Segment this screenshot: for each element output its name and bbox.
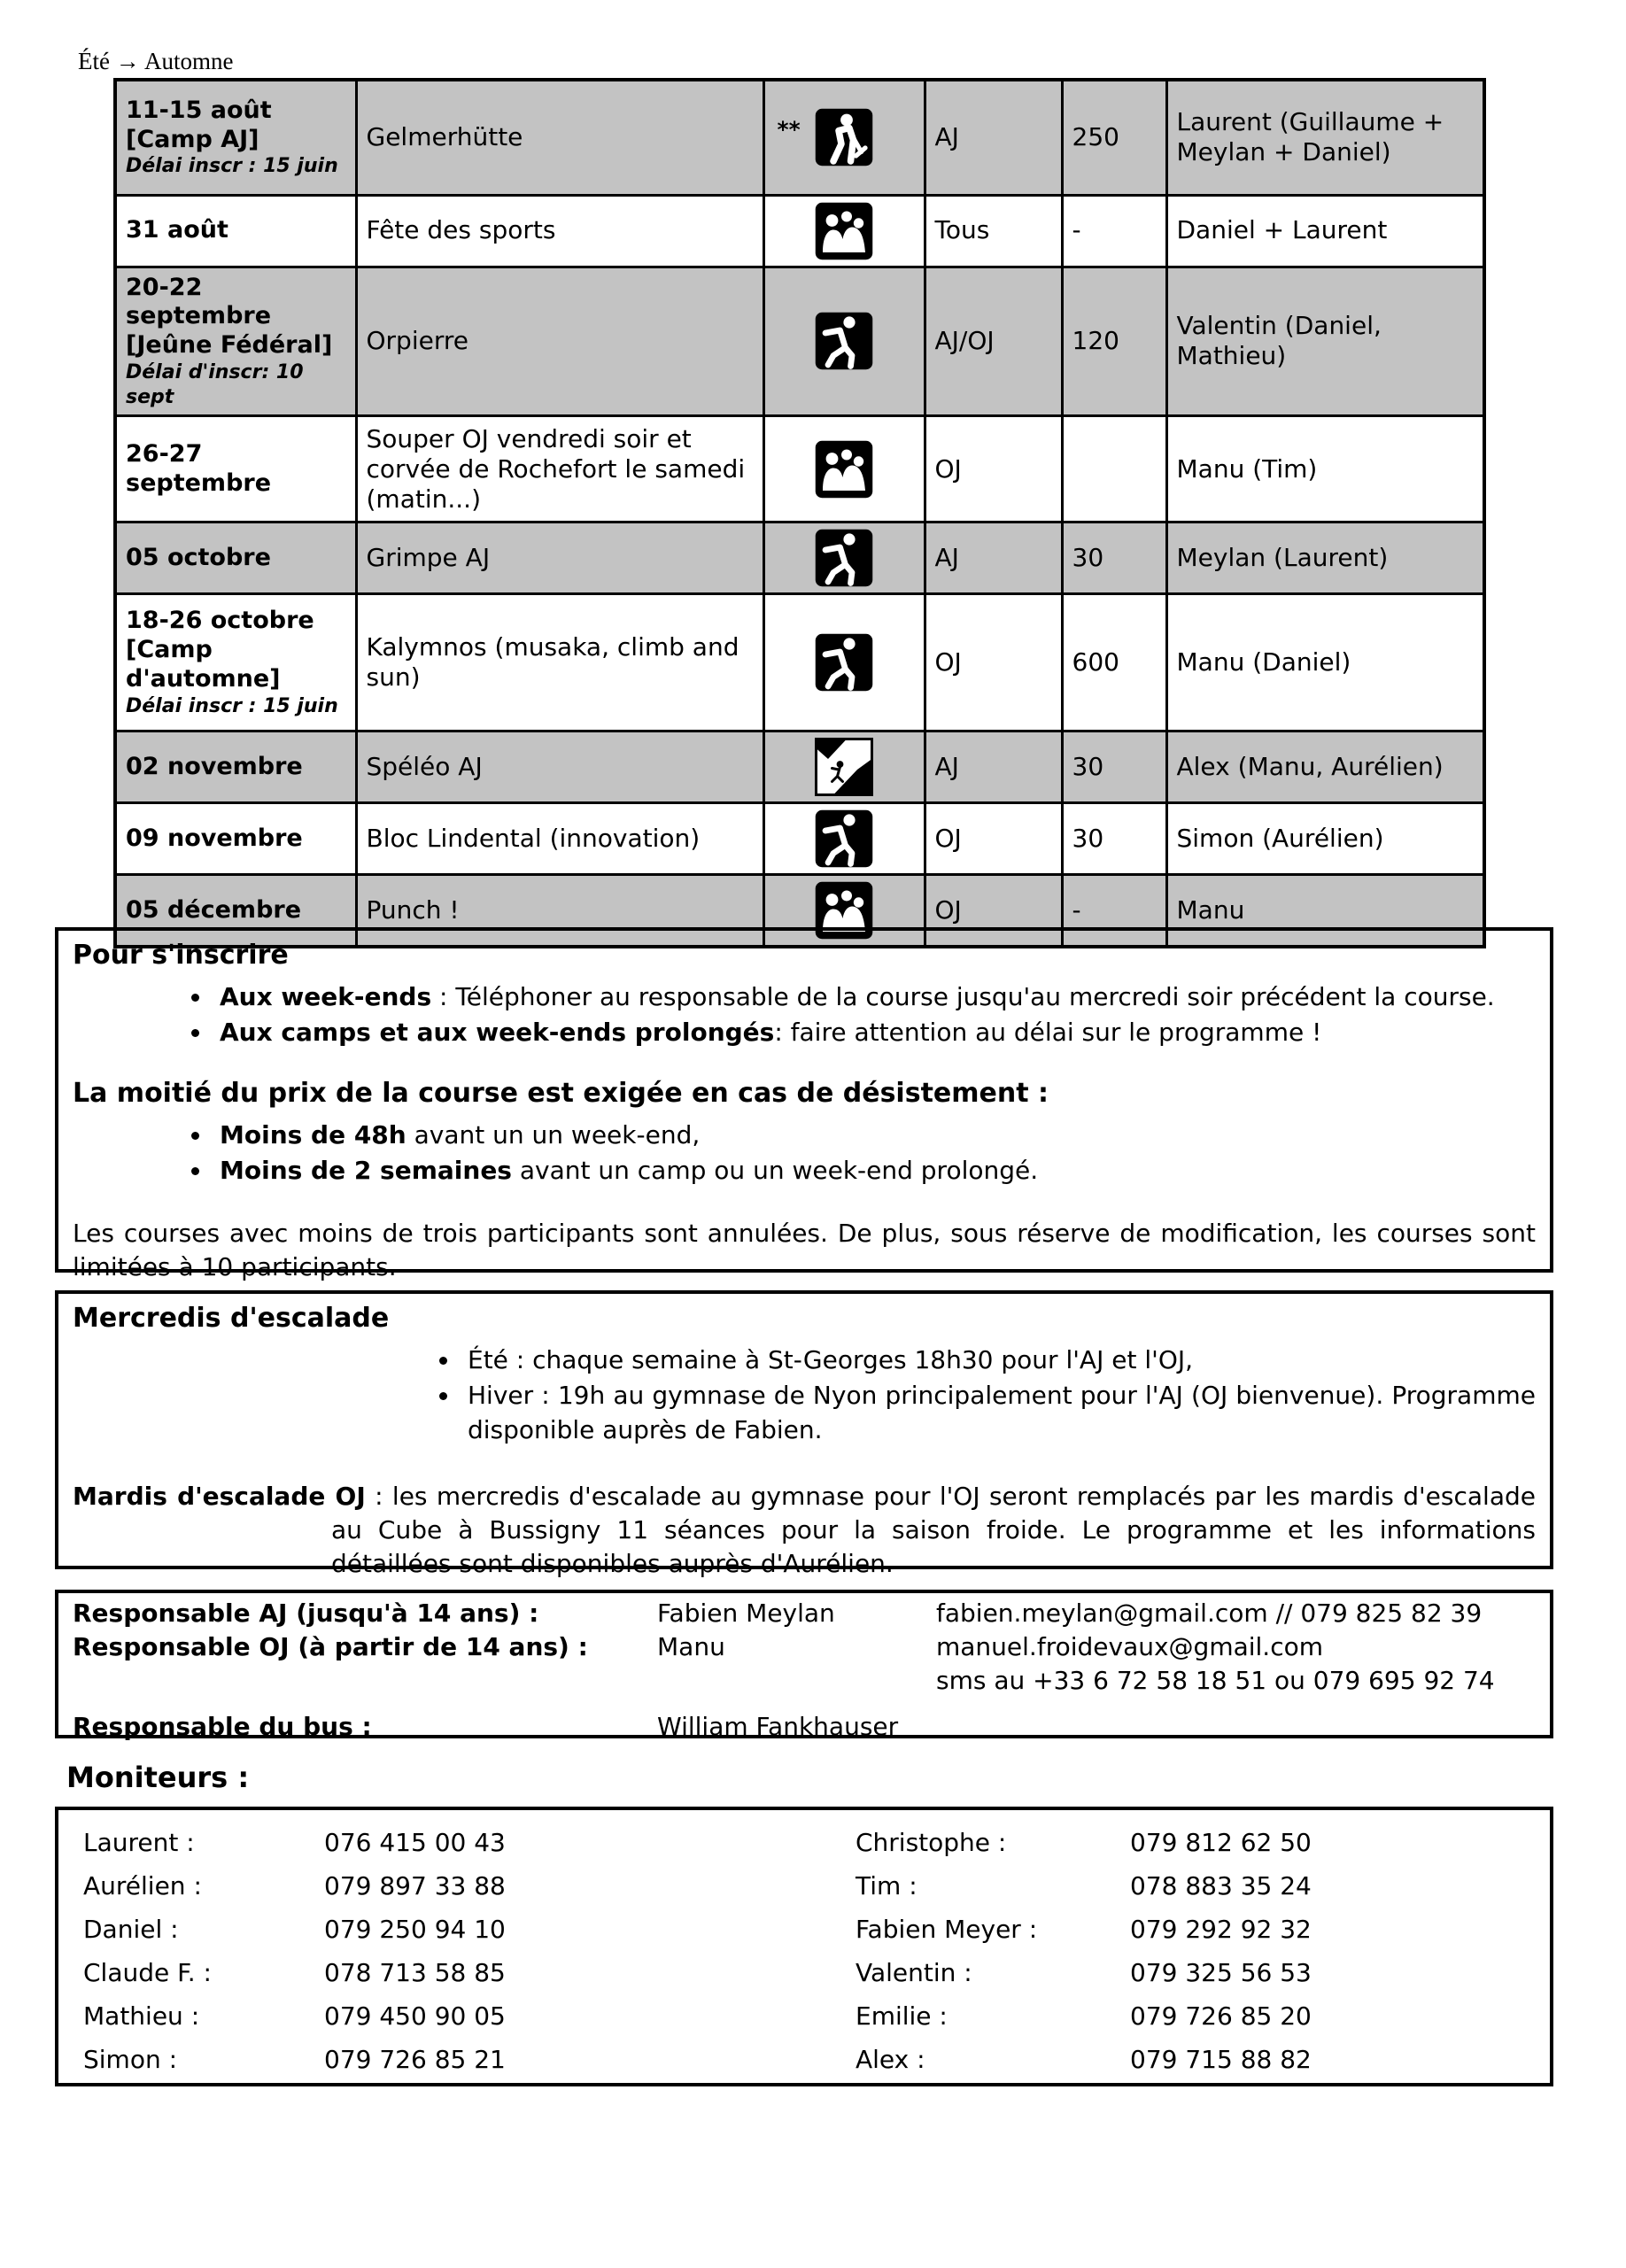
difficulty-marker: ** (777, 117, 801, 143)
activity-icon-cell (763, 522, 925, 594)
climbing-icon (815, 529, 873, 587)
contact-info: sms au +33 6 72 58 18 51 ou 079 695 92 74 (936, 1666, 1495, 1696)
course-date: 31 août (126, 216, 228, 244)
price-cell: 250 (1062, 80, 1166, 195)
bullet-rest: avant un camp ou un week-end prolongé. (511, 1155, 1039, 1185)
course-description: Gelmerhütte (356, 80, 763, 195)
cancellation-bullet-list (73, 1118, 1536, 1188)
price-cell: 120 (1062, 267, 1166, 416)
bullet-rest: : faire attention au délai sur le programme ! (774, 1017, 1322, 1047)
monitor-name: Tim : (856, 1871, 918, 1900)
audience-cell: Tous (925, 195, 1062, 267)
climbing-box (55, 1290, 1553, 1579)
course-description: Bloc Lindental (innovation) (356, 803, 763, 875)
price-cell: - (1062, 875, 1166, 948)
course-date: 09 novembre (126, 824, 303, 852)
list-item: • Été : chaque semaine à St-Georges 18h30 pour l'AJ et l'OJ, (461, 1343, 1536, 1378)
monitor-phone: 076 415 00 43 (324, 1828, 506, 1857)
course-description: Fête des sports (356, 195, 763, 267)
tuesdays-lead: Mardis d'escalade OJ (73, 1482, 366, 1512)
caving-icon (815, 738, 873, 796)
monitor-name: Laurent : (83, 1828, 195, 1857)
monitor-phone: 079 325 56 53 (1130, 1958, 1312, 1987)
course-date: 11-15 août (126, 96, 272, 124)
course-row (115, 267, 1484, 416)
leader-cell: Simon (Aurélien) (1166, 803, 1484, 875)
course-row (115, 594, 1484, 731)
list-item (213, 1015, 1536, 1050)
leader-cell: Manu (Tim) (1166, 416, 1484, 522)
monitor-name: Alex : (856, 2045, 925, 2074)
course-row (115, 195, 1484, 267)
monitors-box (55, 1807, 1553, 2086)
monitor-phone: 079 450 90 05 (324, 2001, 506, 2031)
bullet-rest: avant un un week-end, (406, 1120, 701, 1150)
contact-name: William Fankhauser (657, 1712, 899, 1742)
monitors-heading: Moniteurs : (66, 1761, 250, 1794)
season-label: Été → Automne (78, 48, 234, 74)
contact-name: Fabien Meylan (657, 1598, 835, 1628)
contact-info: fabien.meylan@gmail.com // 079 825 82 39 (936, 1598, 1483, 1628)
contacts-box (55, 1590, 1553, 1742)
activity-icon-cell (763, 803, 925, 875)
signup-box (55, 927, 1553, 1281)
tuesdays-rest: : les mercredis d'escalade au gymnase pour l'OJ seront remplacés par les mardis d'escalade au Cube à Bussigny 11 séances pour la saison froide. Le programme et les informations détaillées sont disponibles auprès d'Aurélien. (331, 1482, 1536, 1579)
monitor-name: Daniel : (83, 1915, 179, 1944)
price-cell: 30 (1062, 803, 1166, 875)
monitor-name: Mathieu : (83, 2001, 200, 2031)
monitor-name: Fabien Meyer : (856, 1915, 1038, 1944)
audience-cell: OJ (925, 875, 1062, 948)
contact-name: Manu (657, 1632, 725, 1662)
monitor-phone: 078 713 58 85 (324, 1958, 506, 1987)
course-deadline: Délai inscr : 15 juin (126, 694, 338, 717)
group-icon (815, 440, 873, 499)
audience-cell: AJ (925, 731, 1062, 803)
leader-cell: Daniel + Laurent (1166, 195, 1484, 267)
course-event: [Camp AJ] (126, 125, 259, 153)
price-cell: 600 (1062, 594, 1166, 731)
course-date-cell (115, 195, 356, 267)
activity-icon-cell (763, 416, 925, 522)
monitor-phone: 079 897 33 88 (324, 1871, 506, 1900)
course-description: Kalymnos (musaka, climb and sun) (356, 594, 763, 731)
monitor-phone: 079 726 85 21 (324, 2045, 506, 2074)
course-description: Punch ! (356, 875, 763, 948)
monitor-name: Aurélien : (83, 1871, 202, 1900)
list-item: • Hiver : 19h au gymnase de Nyon principalement pour l'AJ (OJ bienvenue). Programme disponible auprès de Fabien. (461, 1378, 1536, 1449)
climbing-icon (815, 312, 873, 370)
course-description: Souper OJ vendredi soir et corvée de Rochefort le samedi (matin...) (356, 416, 763, 522)
course-date: 20-22 septembre (126, 273, 272, 330)
list-item (213, 979, 1536, 1015)
climbing-icon (815, 809, 873, 868)
bullet-lead: Moins de 2 semaines (220, 1155, 512, 1185)
leader-cell: Valentin (Daniel, Mathieu) (1166, 267, 1484, 416)
course-deadline: Délai d'inscr: 10 sept (126, 361, 304, 408)
monitor-phone: 079 250 94 10 (324, 1915, 506, 1944)
cancellation-note: Les courses avec moins de trois participants sont annulées. De plus, sous réserve de modification, les courses sont limitées à 10 participants. (73, 1218, 1536, 1281)
signup-bullet-list (73, 979, 1536, 1050)
signup-title: Pour s'inscrire (73, 940, 289, 971)
contact-name (657, 1664, 936, 1698)
cancellation-heading: La moitié du prix de la course est exigée en cas de désistement : (73, 1078, 1049, 1110)
leader-cell: Meylan (Laurent) (1166, 522, 1484, 594)
leader-cell: Alex (Manu, Aurélien) (1166, 731, 1484, 803)
course-row (115, 80, 1484, 195)
bullet-rest: : Téléphoner au responsable de la course jusqu'au mercredi soir précédent la course. (431, 981, 1495, 1011)
course-date-cell (115, 803, 356, 875)
price-cell: - (1062, 195, 1166, 267)
monitor-name: Simon : (83, 2045, 178, 2074)
activity-icon-cell (763, 267, 925, 416)
schedule-table (113, 78, 1486, 948)
course-description: Grimpe AJ (356, 522, 763, 594)
group-icon (815, 202, 873, 260)
course-event: [Camp d'automne] (126, 636, 281, 693)
course-description: Orpierre (356, 267, 763, 416)
contact-label: Responsable du bus : (73, 1712, 372, 1742)
contact-label (73, 1664, 657, 1698)
audience-cell: OJ (925, 594, 1062, 731)
contact-label: Responsable OJ (à partir de 14 ans) : (73, 1632, 588, 1662)
course-row (115, 731, 1484, 803)
course-row (115, 803, 1484, 875)
monitor-phone: 079 292 92 32 (1130, 1915, 1312, 1944)
audience-cell: OJ (925, 803, 1062, 875)
activity-icon-cell (763, 195, 925, 267)
bullet-lead: Aux camps et aux week-ends prolongés (220, 1017, 775, 1047)
activity-icon-cell (763, 731, 925, 803)
list-item (213, 1153, 1536, 1188)
course-date-cell (115, 594, 356, 731)
course-date-cell (115, 267, 356, 416)
course-date: 26-27 septembre (126, 439, 272, 497)
price-cell: 30 (1062, 731, 1166, 803)
tuesdays-paragraph (73, 1480, 1536, 1581)
monitors-grid (83, 1821, 1536, 2081)
monitor-name: Claude F. : (83, 1958, 212, 1987)
leader-cell: Manu (Daniel) (1166, 594, 1484, 731)
bullet-lead: Aux week-ends (220, 981, 432, 1011)
course-date: 05 décembre (126, 895, 302, 924)
contact-info: manuel.froidevaux@gmail.com (936, 1632, 1324, 1662)
audience-cell: AJ/OJ (925, 267, 1062, 416)
course-date-cell (115, 522, 356, 594)
leader-cell: Manu (1166, 875, 1484, 948)
course-date-cell (115, 731, 356, 803)
price-cell: 30 (1062, 522, 1166, 594)
monitor-phone: 079 726 85 20 (1130, 2001, 1312, 2031)
course-description: Spéléo AJ (356, 731, 763, 803)
climbing-icon (815, 633, 873, 692)
audience-cell: OJ (925, 416, 1062, 522)
list-item (213, 1118, 1536, 1153)
contacts-grid (73, 1597, 1536, 1744)
contact-info (936, 1710, 1536, 1744)
monitor-phone: 079 715 88 82 (1130, 2045, 1312, 2074)
audience-cell: AJ (925, 80, 1062, 195)
course-deadline: Délai inscr : 15 juin (126, 155, 338, 178)
monitor-phone: 078 883 35 24 (1130, 1871, 1312, 1900)
bullet-lead: Moins de 48h (220, 1120, 406, 1150)
climbing-title: Mercredis d'escalade (73, 1303, 390, 1334)
contact-label: Responsable AJ (jusqu'à 14 ans) : (73, 1598, 539, 1628)
climbing-bullet-list (73, 1343, 1536, 1448)
mountaineer-icon (815, 108, 873, 166)
price-cell (1062, 416, 1166, 522)
leader-cell: Laurent (Guillaume + Meylan + Daniel) (1166, 80, 1484, 195)
course-event: [Jeûne Fédéral] (126, 331, 333, 360)
course-row (115, 416, 1484, 522)
course-date-cell (115, 416, 356, 522)
course-date: 18-26 octobre (126, 607, 314, 635)
course-date: 02 novembre (126, 752, 303, 780)
course-date: 05 octobre (126, 543, 271, 571)
monitor-name: Christophe : (856, 1828, 1007, 1857)
course-date-cell (115, 80, 356, 195)
activity-icon-cell (763, 80, 925, 195)
monitor-phone: 079 812 62 50 (1130, 1828, 1312, 1857)
course-row (115, 522, 1484, 594)
audience-cell: AJ (925, 522, 1062, 594)
monitor-name: Valentin : (856, 1958, 972, 1987)
monitor-name: Emilie : (856, 2001, 948, 2031)
activity-icon-cell (763, 594, 925, 731)
